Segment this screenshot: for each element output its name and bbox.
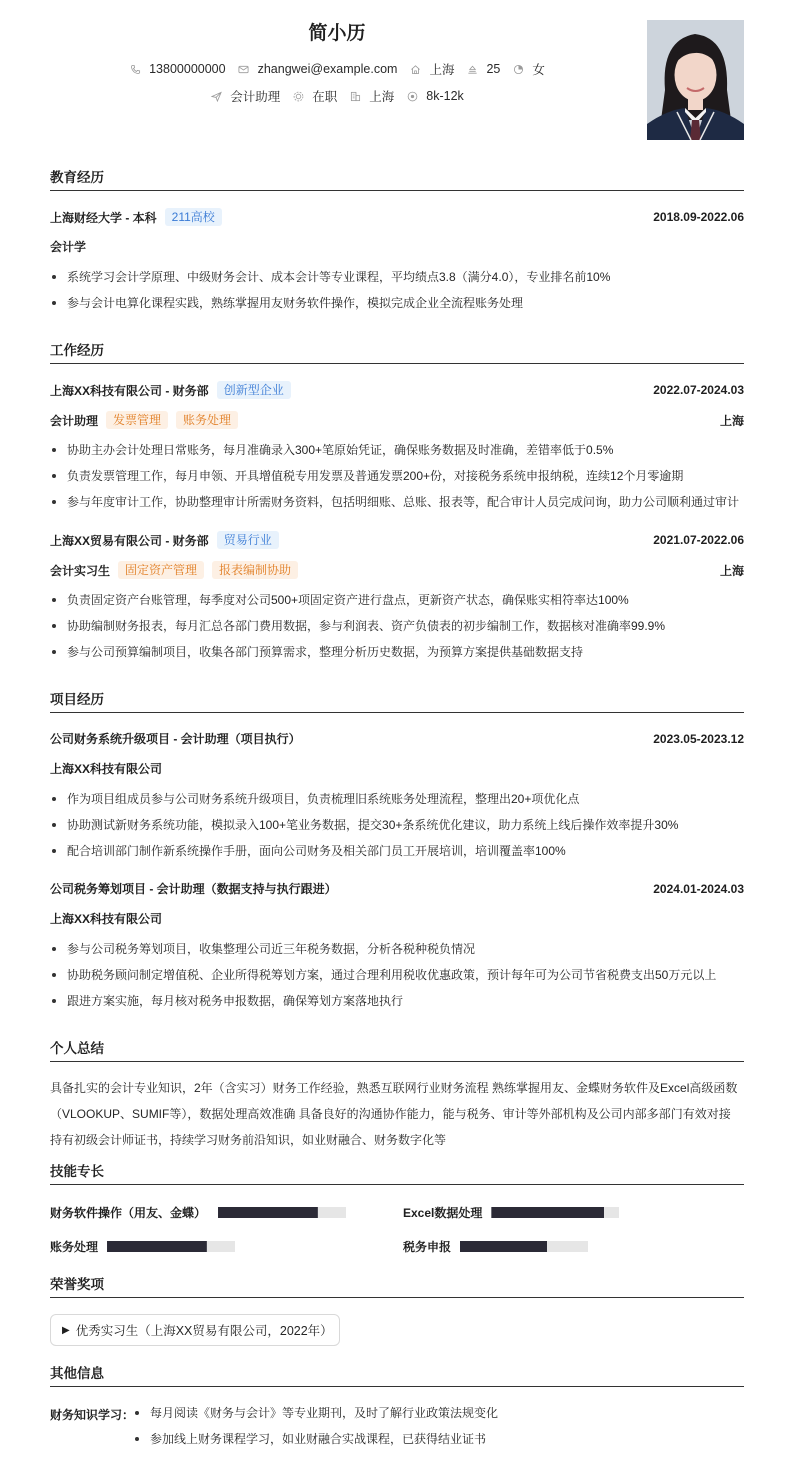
- awards-section: [50, 1277, 744, 1298]
- education-major-row: [50, 238, 744, 255]
- skill-name: Excel数据处理: [403, 1206, 483, 1220]
- work-city: 上海: [719, 413, 744, 428]
- list-item: 配合培训部门制作新系统操作手册，面向公司财务及相关部门员工开展培训，培训覆盖率100%: [50, 838, 744, 864]
- project-date: 2023.05-2023.12: [653, 731, 744, 746]
- skill-item: [50, 1238, 235, 1255]
- skill-name: 账务处理: [50, 1240, 99, 1254]
- section-title: 个人总结: [50, 1041, 744, 1062]
- project-date: 2024.01-2024.03: [653, 881, 744, 896]
- intent-city: [349, 87, 394, 105]
- list-item: 参加线上财务课程学习，如业财融合实战课程，已获得结业证书: [133, 1426, 744, 1452]
- work-date: 2021.07-2022.06: [653, 533, 744, 547]
- other-label: 财务知识学习：: [50, 1408, 135, 1422]
- skill-bar: [491, 1207, 619, 1218]
- education-item-header: [50, 208, 744, 226]
- list-item: 系统学习会计学原理、中级财务会计、成本会计等专业课程，平均绩点3.8（满分4.0），专业排名前10%: [50, 264, 744, 290]
- work-item-header: [50, 531, 744, 549]
- status-icon: [292, 90, 304, 102]
- salary-icon: [406, 90, 418, 102]
- status-value: 在职: [312, 90, 338, 104]
- role: 会计实习生: [50, 563, 111, 578]
- email-value: zhangwei@example.com: [257, 62, 398, 76]
- age-value: 25: [486, 62, 501, 76]
- list-item: 协助编制财务报表，每月汇总各部门费用数据，参与利润表、资产负债表的初步编制工作，数据核对准确率99.9%: [50, 613, 744, 639]
- list-item: 协助测试新财务系统功能，模拟录入100+笔业务数据，提交30+条系统优化建议，助力系统上线后操作效率提升30%: [50, 812, 744, 838]
- school-tag: 211高校: [165, 208, 222, 226]
- other-bullets: [133, 1400, 744, 1452]
- summary-text: [50, 1075, 744, 1153]
- contact-location: [409, 60, 454, 78]
- gender-icon: [512, 63, 524, 75]
- education-date: 2018.09-2022.06: [653, 210, 744, 224]
- skill-item: [403, 1204, 619, 1221]
- project-bullets: [50, 786, 744, 864]
- contact-email: [238, 62, 398, 76]
- skill-name: 财务软件操作（用友、金蝶）: [50, 1206, 207, 1220]
- list-item: 负责固定资产台账管理，每季度对公司500+项固定资产进行盘点，更新资产状态，确保账实相符率达100%: [50, 587, 744, 613]
- work-date: 2022.07-2024.03: [653, 383, 744, 397]
- profile-photo: [647, 20, 744, 140]
- intent-salary: [406, 89, 464, 103]
- skill-tag: 报表编制协助: [212, 561, 298, 579]
- contact-gender: [512, 60, 545, 78]
- project-item-header: [50, 880, 744, 897]
- phone-icon: [129, 63, 141, 75]
- send-icon: [210, 90, 222, 102]
- list-item: 参与年度审计工作，协助整理审计所需财务资料，包括明细账、总账、报表等，配合审计人员完成问询，助力公司顺利通过审计: [50, 489, 744, 515]
- project-bullets: [50, 936, 744, 1014]
- work-bullets: [50, 587, 744, 665]
- work-role-row: [50, 411, 744, 429]
- skill-name: 税务申报: [403, 1240, 452, 1254]
- award-text: 优秀实习生（上海XX贸易有限公司，2022年）: [75, 1324, 333, 1338]
- project-name: 公司财务系统升级项目 - 会计助理（项目执行）: [50, 732, 301, 746]
- candidate-name: 简小历: [308, 23, 366, 44]
- company-tag: 创新型企业: [217, 381, 291, 399]
- skill-bar-fill: [491, 1207, 604, 1218]
- skill-bar: [107, 1241, 235, 1252]
- intent-position: [210, 87, 280, 105]
- major: 会计学: [50, 240, 87, 254]
- location-value: 上海: [429, 63, 455, 77]
- skill-bar-fill: [107, 1241, 207, 1252]
- company-tag: 贸易行业: [217, 531, 279, 549]
- gender-value: 女: [532, 63, 545, 77]
- company-name: 上海XX贸易有限公司 - 财务部: [50, 533, 209, 548]
- project-org-row: [50, 910, 744, 927]
- section-title: 荣誉奖项: [50, 1277, 744, 1298]
- phone-value: 13800000000: [149, 62, 226, 76]
- list-item: 协助税务顾问制定增值税、企业所得税筹划方案，通过合理利用税收优惠政策，预计每年可为公司节省税费支出50万元以上: [50, 962, 744, 988]
- skill-tag: 发票管理: [106, 411, 168, 429]
- skill-bar: [460, 1241, 588, 1252]
- section-title: 其他信息: [50, 1366, 744, 1387]
- projects-section: [50, 692, 744, 713]
- job-intent-row: [50, 87, 624, 105]
- home-icon: [409, 63, 421, 75]
- section-title: 技能专长: [50, 1164, 744, 1185]
- work-section: [50, 343, 744, 364]
- work-bullets: [50, 437, 744, 515]
- resume-header: [50, 0, 744, 150]
- role: 会计助理: [50, 413, 99, 428]
- contact-phone: [129, 62, 225, 76]
- project-item-header: [50, 730, 744, 747]
- skill-item: [403, 1238, 588, 1255]
- list-item: 参与会计电算化课程实践，熟练掌握用友财务软件操作，模拟完成企业全流程账务处理: [50, 290, 744, 316]
- education-section: [50, 170, 744, 191]
- position-value: 会计助理: [230, 90, 281, 104]
- skill-bar-fill: [460, 1241, 547, 1252]
- building-icon: [349, 90, 361, 102]
- education-bullets: [50, 264, 744, 316]
- list-item: 作为项目组成员参与公司财务系统升级项目，负责梳理旧系统账务处理流程，整理出20+项优化点: [50, 786, 744, 812]
- project-org: 上海XX科技有限公司: [50, 912, 163, 926]
- other-section: [50, 1366, 744, 1387]
- skill-tag: 固定资产管理: [118, 561, 204, 579]
- list-item: 负责发票管理工作，每月申领、开具增值税专用发票及普通发票200+份，对接税务系统申报纳税，连续12个月零逾期: [50, 463, 744, 489]
- skills-section: [50, 1164, 744, 1185]
- summary-line: 持有初级会计师证书，持续学习财务前沿知识，如业财融合、财务数字化等: [50, 1133, 447, 1147]
- section-title: 工作经历: [50, 343, 744, 364]
- work-role-row: [50, 561, 744, 579]
- award-item[interactable]: [50, 1314, 340, 1346]
- work-city: 上海: [719, 563, 744, 578]
- school-name: 上海财经大学 - 本科: [50, 210, 157, 225]
- section-title: 项目经历: [50, 692, 744, 713]
- summary-line: （VLOOKUP、SUMIF等），数据处理高效准确 具备良好的沟通协作能力，能与税务、审计等外部机构及公司内部多部门有效对接: [50, 1107, 731, 1121]
- company-name: 上海XX科技有限公司 - 财务部: [50, 383, 209, 398]
- expand-triangle-icon[interactable]: ▶: [62, 1324, 70, 1336]
- project-org-row: [50, 760, 744, 777]
- summary-line: 具备扎实的会计专业知识，2年（含实习）财务工作经验，熟悉互联网行业财务流程 熟练掌握用友、金蝶财务软件及Excel高级函数: [50, 1081, 738, 1095]
- list-item: 每月阅读《财务与会计》等专业期刊，及时了解行业政策法规变化: [133, 1400, 744, 1426]
- list-item: 参与公司税务筹划项目，收集整理公司近三年税务数据，分析各税种税负情况: [50, 936, 744, 962]
- salary-value: 8k-12k: [426, 89, 464, 103]
- list-item: 参与公司预算编制项目，收集各部门预算需求，整理分析历史数据，为预算方案提供基础数据支持: [50, 639, 744, 665]
- contact-age: [466, 62, 500, 76]
- work-item-header: [50, 381, 744, 399]
- project-name: 公司税务筹划项目 - 会计助理（数据支持与执行跟进）: [50, 882, 337, 896]
- project-org: 上海XX科技有限公司: [50, 762, 163, 776]
- skill-bar-fill: [218, 1207, 318, 1218]
- list-item: 协助主办会计处理日常账务，每月准确录入300+笔原始凭证，确保账务数据及时准确，差错率低于0.5%: [50, 437, 744, 463]
- skill-bar: [218, 1207, 346, 1218]
- contact-row: [50, 60, 624, 78]
- mail-icon: [238, 63, 250, 75]
- resume-page: [50, 0, 744, 1446]
- skill-tag: 账务处理: [176, 411, 238, 429]
- intent-status: [292, 87, 337, 105]
- section-title: 教育经历: [50, 170, 744, 191]
- city-value: 上海: [369, 90, 395, 104]
- age-icon: [466, 63, 478, 75]
- summary-section: [50, 1041, 744, 1062]
- list-item: 跟进方案实施，每月核对税务申报数据，确保筹划方案落地执行: [50, 988, 744, 1014]
- skill-item: [50, 1204, 346, 1221]
